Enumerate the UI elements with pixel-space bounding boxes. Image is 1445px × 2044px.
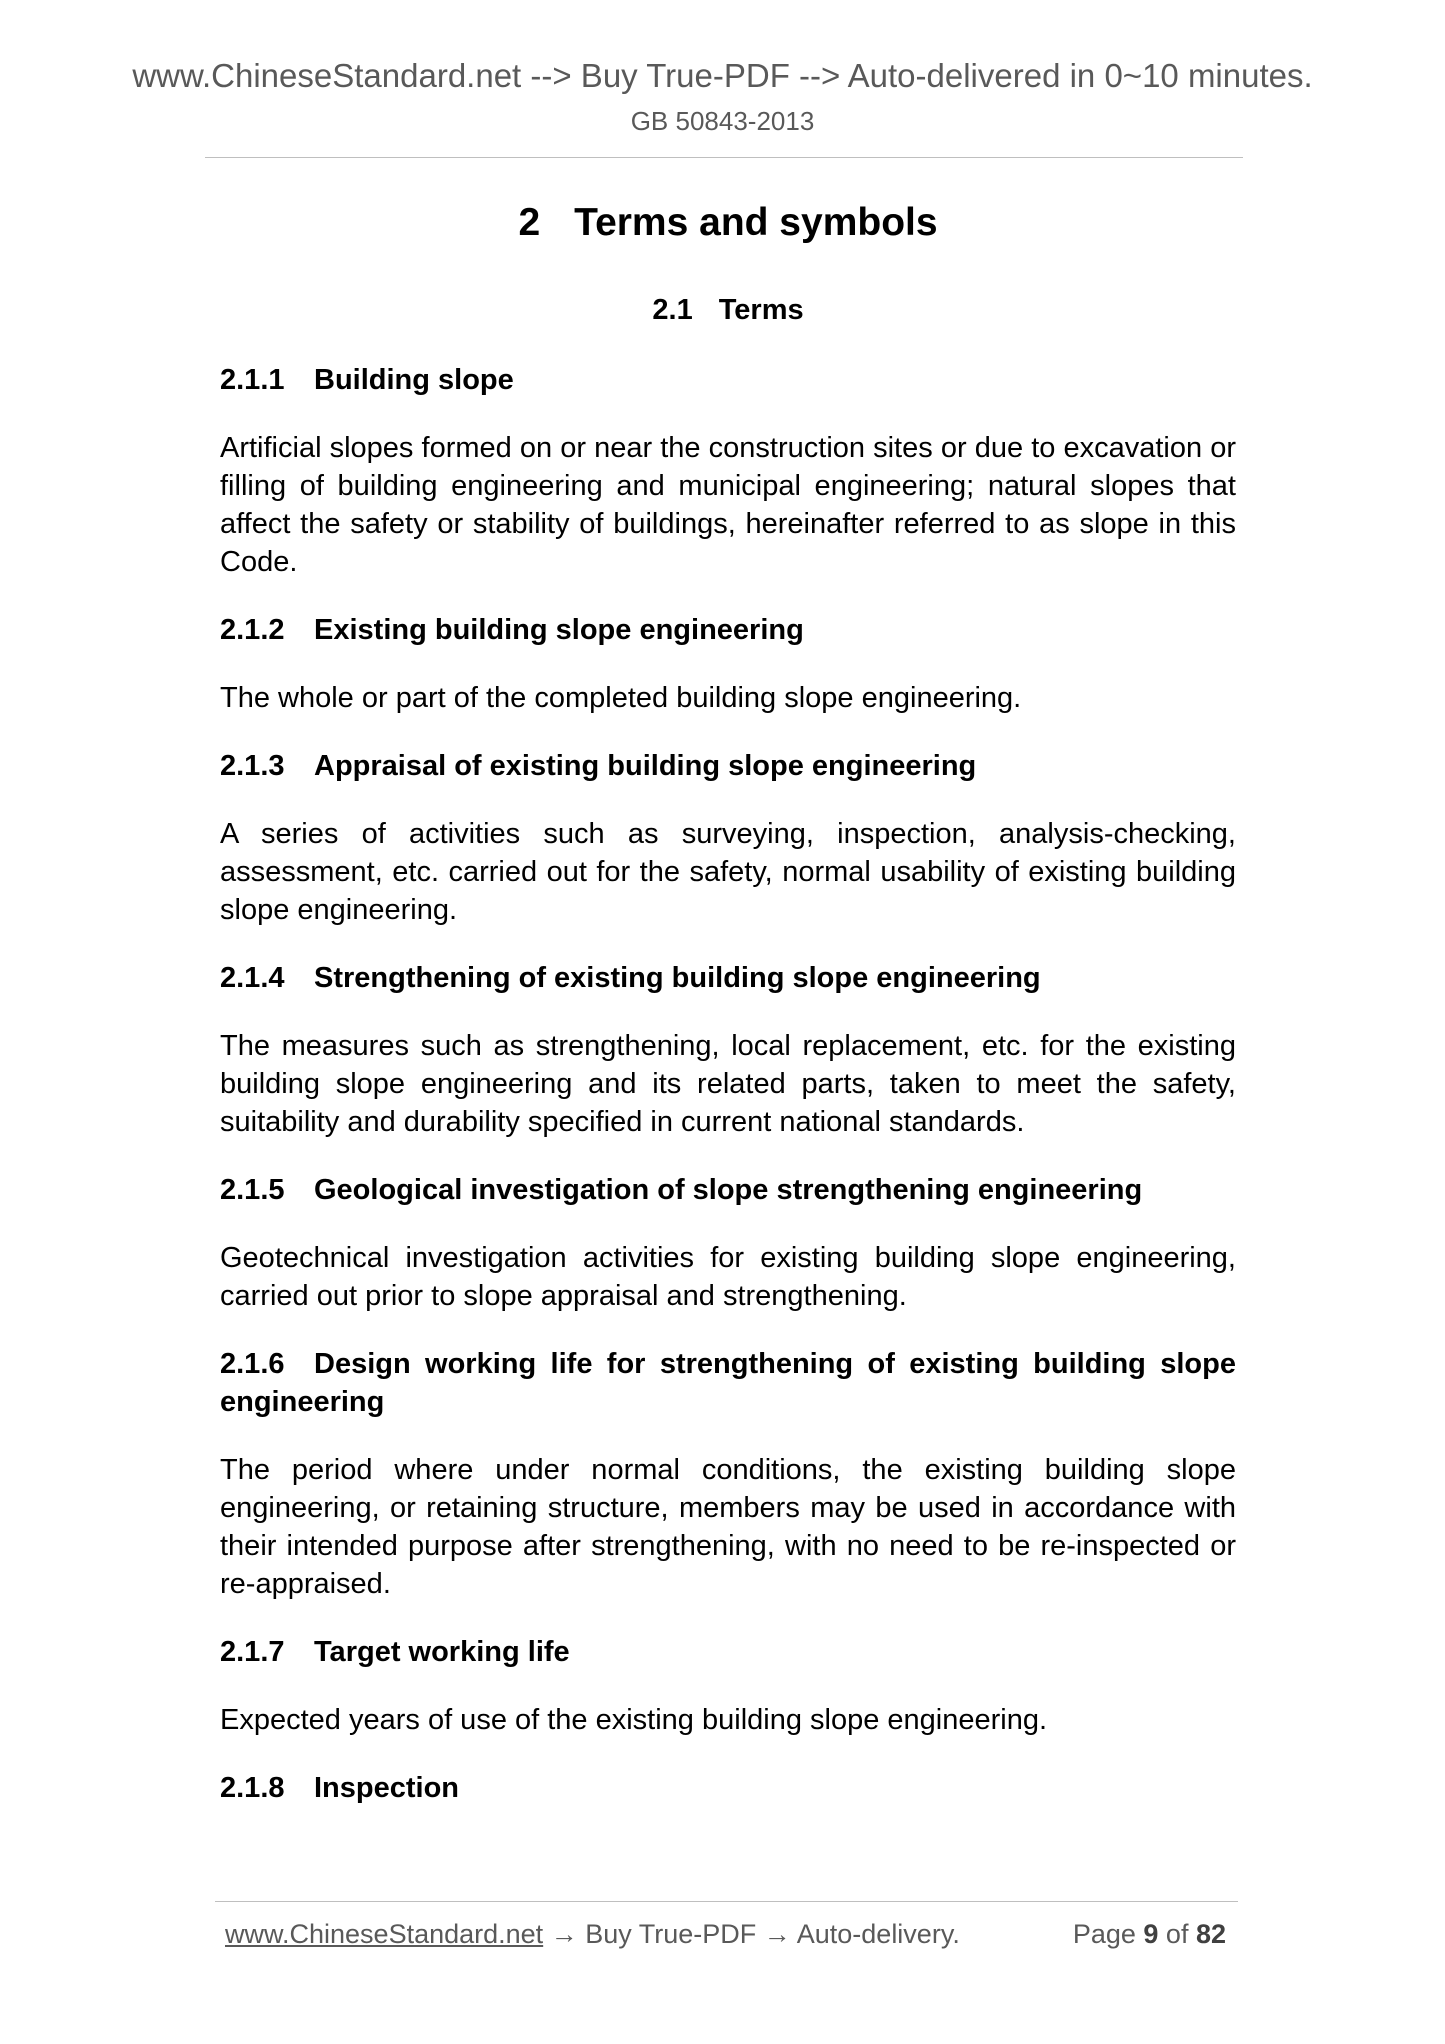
- term-number: 2.1.7: [220, 1636, 285, 1668]
- header-divider: [205, 157, 1243, 158]
- term-title: Inspection: [314, 1772, 460, 1804]
- standard-code: GB 50843-2013: [630, 106, 815, 136]
- term-heading: [220, 959, 1236, 997]
- terms-list: [220, 361, 1236, 1837]
- chapter-title: Terms and symbols: [574, 201, 938, 244]
- term-title: Target working life: [314, 1636, 570, 1668]
- page-total: 82: [1195, 1919, 1226, 1949]
- section-title: Terms: [718, 294, 804, 326]
- term-number: 2.1.6: [220, 1348, 285, 1380]
- term-heading: [220, 1769, 1236, 1807]
- term-number: 2.1.5: [220, 1174, 285, 1206]
- page-current: 9: [1143, 1919, 1159, 1949]
- term-definition: The whole or part of the completed building slope engineering.: [220, 682, 1022, 714]
- term-title: Building slope: [314, 364, 514, 396]
- term-heading: [220, 747, 1236, 785]
- term-number: 2.1.4: [220, 962, 285, 994]
- term-heading: [220, 1633, 1236, 1671]
- term-number: 2.1.1: [220, 364, 285, 396]
- footer-tagline-text: → Buy True-PDF → Auto-delivery.: [543, 1919, 960, 1949]
- footer-site-link[interactable]: www.ChineseStandard.net: [225, 1919, 544, 1949]
- term-number: 2.1.8: [220, 1772, 285, 1804]
- footer-divider: [215, 1901, 1238, 1902]
- term-heading: [220, 361, 1236, 399]
- term-definition: Artificial slopes formed on or near the construction sites or due to excavation or filling of building engineering and municipal engineering; natural slopes that affect the safety or stability of buildings, hereinafter referred to as slope in this Code.: [220, 432, 1236, 578]
- chapter-number: 2: [518, 201, 541, 244]
- term-definition: Expected years of use of the existing building slope engineering.: [220, 1704, 1048, 1736]
- term-definition: A series of activities such as surveying, inspection, analysis-checking, assessment, etc. carried out for the safety, normal usability of existing building slope engineering.: [220, 818, 1236, 926]
- term-title: Strengthening of existing building slope engineering: [314, 962, 1041, 994]
- term-number: 2.1.3: [220, 750, 285, 782]
- term-heading: [220, 1345, 1236, 1421]
- term-number: 2.1.2: [220, 614, 285, 646]
- term-definition: The period where under normal conditions, the existing building slope engineering, or retaining structure, members may be used in accordance with their intended purpose after strengthening, with no need to be re-inspected or re-appraised.: [220, 1454, 1236, 1600]
- term-heading: [220, 611, 1236, 649]
- page-indicator: [1073, 1917, 1226, 1951]
- term-definition: Geotechnical investigation activities for existing building slope engineering, carried out prior to slope appraisal and strengthening.: [220, 1242, 1236, 1312]
- page-label: Page: [1072, 1919, 1144, 1949]
- term-title: Appraisal of existing building slope engineering: [314, 750, 977, 782]
- section-heading: [220, 292, 1236, 328]
- term-heading: [220, 1171, 1236, 1209]
- section-number: 2.1: [652, 294, 693, 326]
- footer-tagline: [225, 1917, 960, 1951]
- header-banner: www.ChineseStandard.net --> Buy True-PDF --> Auto-delivered in 0~10 minutes.: [132, 57, 1313, 94]
- term-title: Existing building slope engineering: [314, 614, 804, 646]
- chapter-heading: [220, 200, 1236, 246]
- term-definition: The measures such as strengthening, local replacement, etc. for the existing building slope engineering and its related parts, taken to meet the safety, suitability and durability specified in current national standards.: [220, 1030, 1236, 1138]
- term-title: Geological investigation of slope strengthening engineering: [314, 1174, 1143, 1206]
- page-of: of: [1158, 1919, 1196, 1949]
- term-title: Design working life for strengthening of existing building slope engineering: [220, 1348, 1236, 1418]
